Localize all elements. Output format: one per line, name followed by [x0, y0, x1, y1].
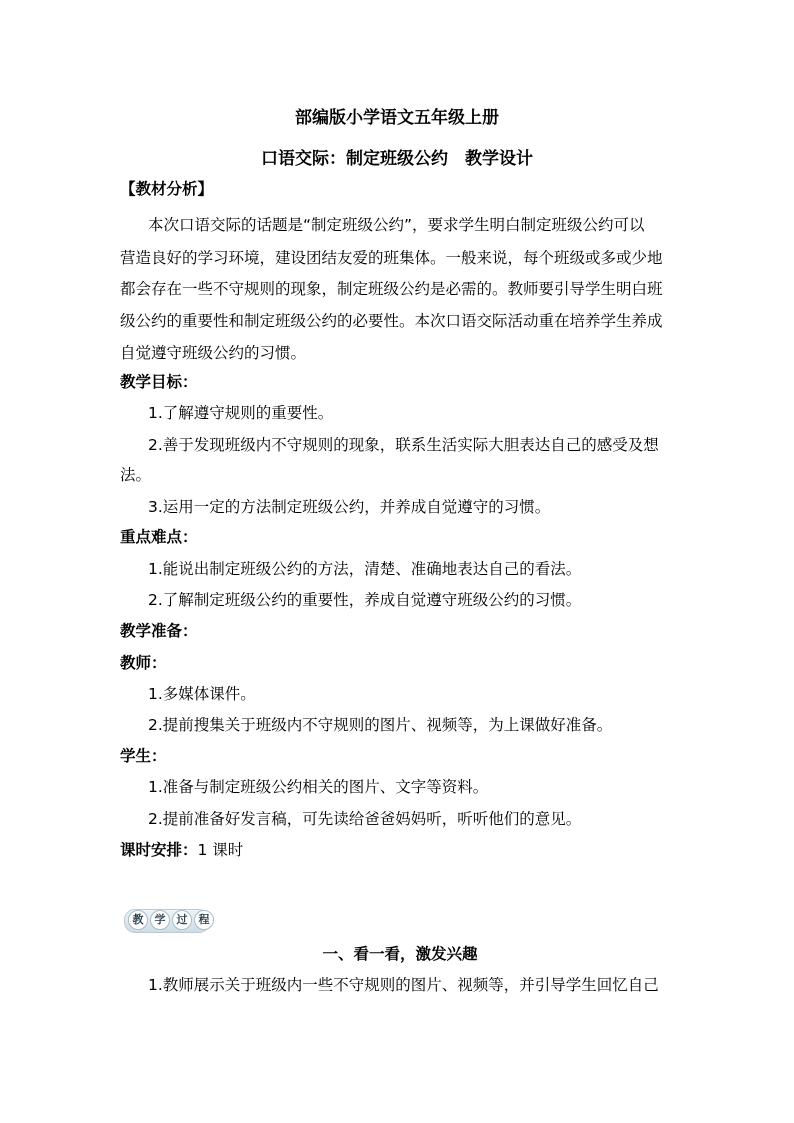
key-point-item: 2.了解制定班级公约的重要性，养成自觉遵守班级公约的习惯。 [148, 591, 582, 609]
key-points-heading: 重点难点： [120, 528, 198, 546]
analysis-line: 本次口语交际的话题是“制定班级公约”，要求学生明白制定班级公约可以 [148, 216, 645, 234]
document-subtitle: 口语交际：制定班级公约 教学设计 [261, 149, 533, 169]
goal-item: 2.善于发现班级内不守规则的现象，联系生活实际大胆表达自己的感受及想 [148, 436, 659, 454]
student-label: 学生： [120, 747, 167, 765]
schedule-label: 课时安排： [120, 841, 198, 859]
analysis-line: 营造良好的学习环境，建设团结友爱的班集体。一般来说，每个班级或多或少地 [120, 249, 663, 267]
schedule-value: 1 课时 [197, 841, 244, 859]
student-prep-item: 1.准备与制定班级公约相关的图片、文字等资料。 [148, 778, 489, 796]
banner-char: 教 [128, 910, 148, 930]
section-heading: 一、看一看，激发兴趣 [322, 945, 478, 963]
teacher-prep-item: 2.提前搜集关于班级内不守规则的图片、视频等，为上课做好准备。 [148, 716, 613, 734]
banner-chars [128, 910, 214, 930]
analysis-heading: 【教材分析】 [120, 180, 214, 198]
banner-char: 学 [150, 910, 170, 930]
document-title: 部编版小学语文五年级上册 [295, 108, 499, 128]
teaching-process-banner [124, 905, 210, 933]
goals-heading: 教学目标： [120, 373, 198, 391]
goal-item: 3.运用一定的方法制定班级公约，并养成自觉遵守的习惯。 [148, 498, 551, 516]
goal-item-continued: 法。 [120, 466, 152, 484]
section-paragraph-line: 1.教师展示关于班级内一些不守规则的图片、视频等，并引导学生回忆自己 [148, 976, 659, 994]
banner-char: 程 [194, 910, 214, 930]
teacher-prep-item: 1.多媒体课件。 [148, 685, 256, 703]
goal-item: 1.了解遵守规则的重要性。 [148, 404, 334, 422]
analysis-line: 级公约的重要性和制定班级公约的必要性。本次口语交际活动重在培养学生养成 [120, 312, 663, 330]
schedule-row [120, 835, 680, 866]
key-point-item: 1.能说出制定班级公约的方法，清楚、准确地表达自己的看法。 [148, 560, 582, 578]
teacher-label: 教师： [120, 654, 167, 672]
preparation-heading: 教学准备： [120, 622, 198, 640]
analysis-line: 自觉遵守班级公约的习惯。 [120, 344, 307, 362]
student-prep-item: 2.提前准备好发言稿，可先读给爸爸妈妈听，听听他们的意见。 [148, 810, 582, 828]
banner-char: 过 [172, 910, 192, 930]
analysis-line: 都会存在一些不守规则的现象，制定班级公约是必需的。教师要引导学生明白班 [120, 280, 663, 298]
